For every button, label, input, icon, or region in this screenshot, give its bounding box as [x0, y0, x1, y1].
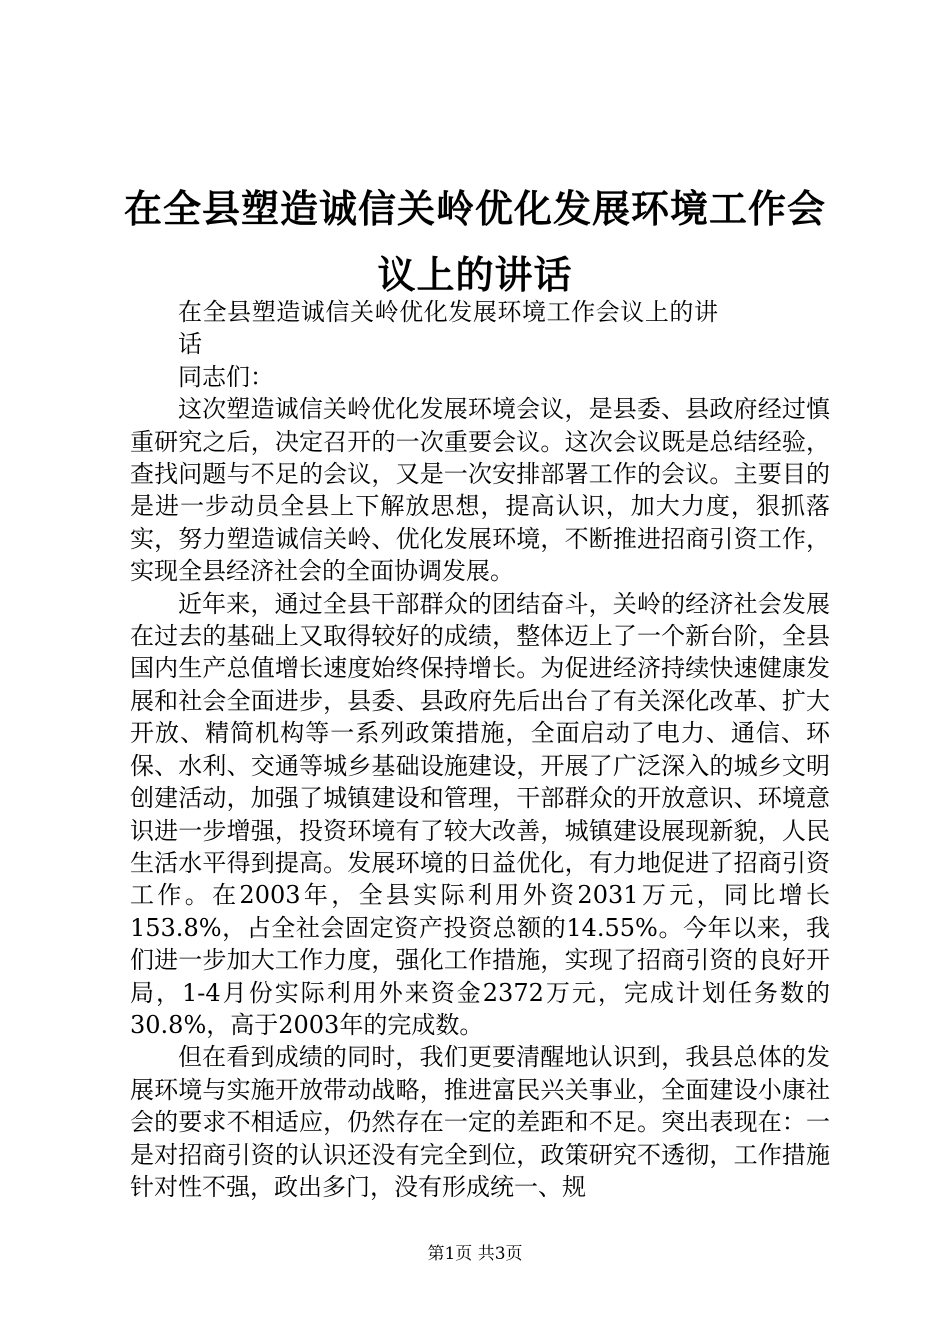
document-subtitle: 在全县塑造诚信关岭优化发展环境工作会议上的讲话 — [178, 298, 718, 359]
salutation: 同志们： — [178, 362, 274, 391]
page-number-footer: 第1页 共3页 — [427, 1244, 523, 1264]
body-paragraph-2: 近年来，通过全县干部群众的团结奋斗，关岭的经济社会发展在过去的基础上又取得较好的成绩，整体迈上了一个新台阶，全县国内生产总值增长速度始终保持增长。为促进经济持续快速健康发展和社会全面进步，县委、县政府先后出台了有关深化改革、扩大开放、精简机构等一系列政策措施，全面启动了电力、通信、环保、水利、交通等城乡基础设施建设，开展了广泛深入的城乡文明创建活动，加强了城镇建设和管理，干部群众的开放意识、环境意识进一步增强，投资环境有了较大改善，城镇建设展现新貌，人民生活水平得到提高。发展环境的日益优化，有力地促进了招商引资工作。在2003年，全县实际利用外资2031万元，同比增长153.8%，占全社会固定资产投资总额的14.55%。今年以来，我们进一步加大工作力度，强化工作措施，实现了招商引资的良好开局，1-4月份实际利用外来资金2372万元，完成计划任务数的30.8%，高于2003年的完成数。 — [130, 589, 830, 1039]
body-paragraph-1: 这次塑造诚信关岭优化发展环境会议，是县委、县政府经过慎重研究之后，决定召开的一次重要会议。这次会议既是总结经验，查找问题与不足的会议，又是一次安排部署工作的会议。主要目的是进一步动员全县上下解放思想，提高认识，加大力度，狠抓落实，努力塑造诚信关岭、优化发展环境，不断推进招商引资工作，实现全县经济社会的全面协调发展。 — [130, 395, 830, 586]
body-paragraph-3: 但在看到成绩的同时，我们更要清醒地认识到，我县总体的发展环境与实施开放带动战略，推进富民兴关事业，全面建设小康社会的要求不相适应，仍然存在一定的差距和不足。突出表现在：一是对招商引资的认识还没有完全到位，政策研究不透彻，工作措施针对性不强，政出多门，没有形成统一、规 — [130, 1043, 830, 1201]
document-body — [130, 296, 830, 1203]
document-title: 在全县塑造诚信关岭优化发展环境工作会议上的讲话 — [123, 186, 826, 297]
